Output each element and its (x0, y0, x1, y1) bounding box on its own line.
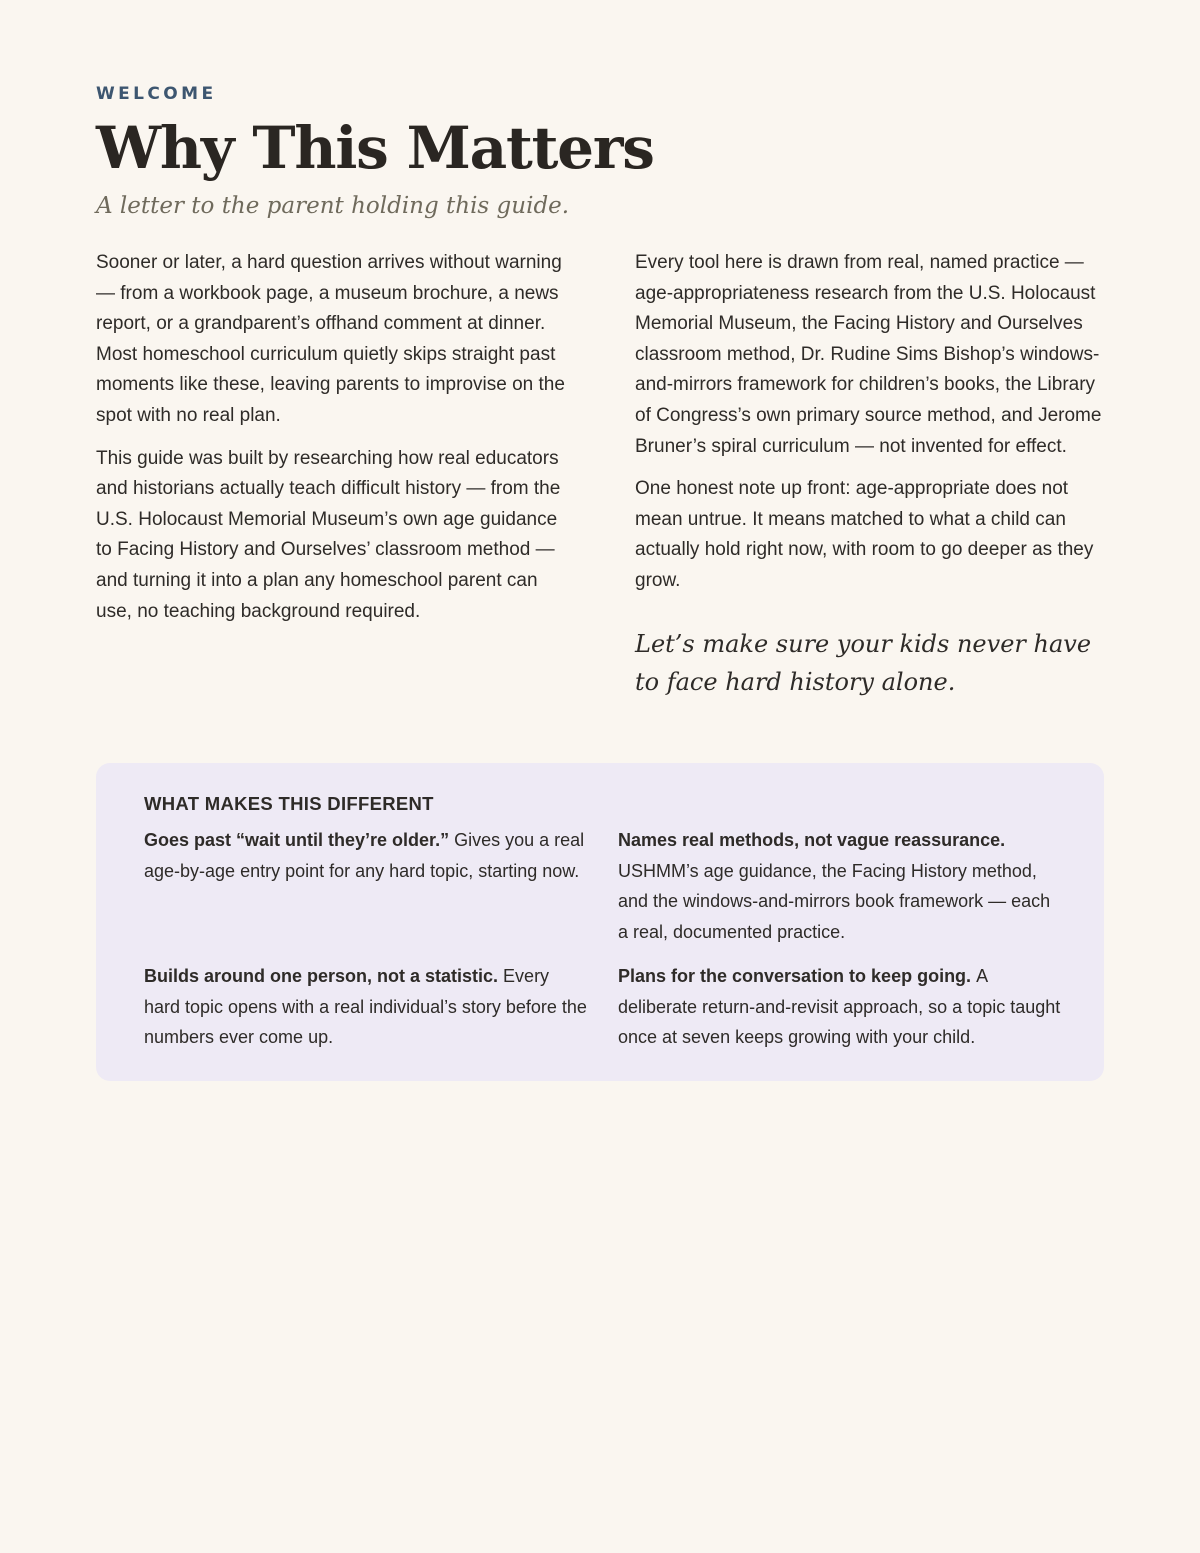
difference-lead: Builds around one person, not a statistic. (144, 966, 504, 986)
callout-heading: WHAT MAKES THIS DIFFERENT (144, 793, 434, 814)
difference-lead: Names real methods, not vague reassurance. (618, 830, 1006, 850)
section-eyebrow: WELCOME (96, 84, 217, 104)
difference-lead: Goes past “wait until they’re older.” (144, 830, 455, 850)
body-paragraph: This guide was built by researching how real educators and historians actually teach difficult history — from the U.S. Holocaust Memorial Museum’s own age guidance to Facing History and Ourselves’ classroom method — and turning it into a plan any homeschool parent can use, no teaching background required. (96, 447, 561, 622)
difference-text: Gives you a real age-by-age entry point for any hard topic, starting now. (144, 830, 585, 881)
closing-line: Let’s make sure your kids never have to face hard history alone. (635, 629, 1092, 696)
difference-text: Every hard topic opens with a real individual’s story before the numbers ever come up. (144, 966, 587, 1048)
difference-text: USHMM’s age guidance, the Facing History method, and the windows-and-mirrors book framework — each a real, documented practice. (618, 860, 1051, 942)
difference-item (144, 825, 589, 886)
page-title: Why This Matters (96, 114, 654, 182)
difference-item (144, 961, 589, 1053)
left-column (96, 248, 566, 639)
body-paragraph: Sooner or later, a hard question arrives without warning — from a workbook page, a museum brochure, a news report, or a grandparent’s offhand comment at dinner. Most homeschool curriculum quietly skips straight past moments like these, leaving parents to improvise on the spot with no real plan. (96, 252, 565, 426)
difference-lead: Plans for the conversation to keep going. (618, 966, 977, 986)
page-subtitle: A letter to the parent holding this guide. (96, 193, 570, 219)
right-column (635, 248, 1105, 701)
body-paragraph: Every tool here is drawn from real, named practice — age-appropriateness research from the U.S. Holocaust Memorial Museum, the Facing History and Ourselves classroom method, Dr. Rudine Sims Bishop’s windows-and-mirrors framework for children’s books, the Library of Congress’s own primary source method, and Jerome Bruner’s spiral curriculum — not invented for effect. (635, 252, 1102, 457)
difference-text: A deliberate return-and-revisit approach, so a topic taught once at seven keeps growing with your child. (618, 966, 1061, 1048)
differences-callout (96, 763, 1104, 1081)
body-paragraph: One honest note up front: age-appropriate does not mean untrue. It means matched to what a child can actually hold right now, with room to go deeper as they grow. (635, 478, 1094, 591)
difference-item (618, 961, 1063, 1053)
difference-item (618, 825, 1063, 947)
